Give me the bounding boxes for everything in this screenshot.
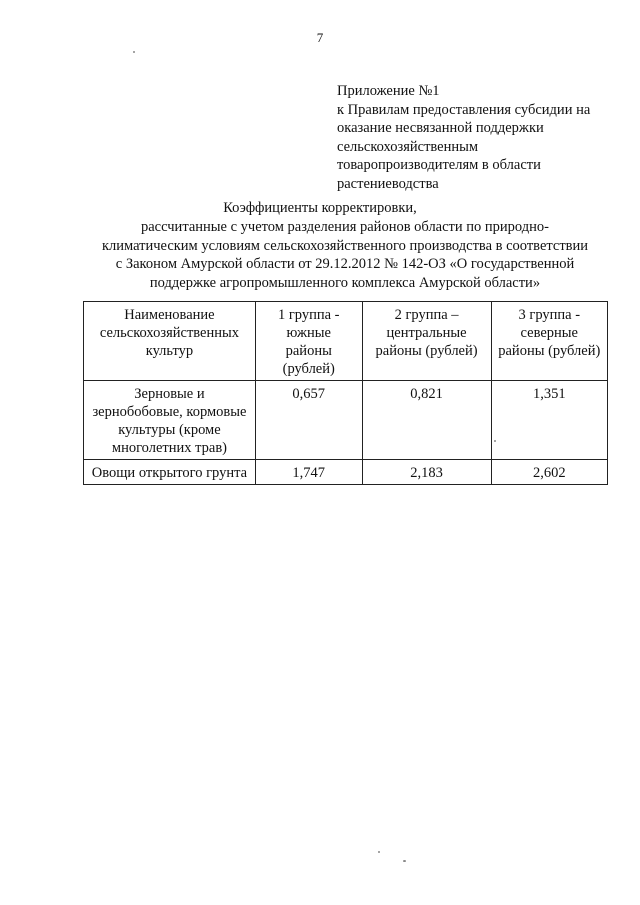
document-subtitle [80, 218, 610, 292]
cell-group-1-value: 1,747 [255, 460, 362, 485]
cell-group-2-value: 0,821 [362, 381, 491, 460]
header-group-1: 1 группа - южные районы (рублей) [255, 302, 362, 381]
header-group-3: 3 группа - северные районы (рублей) [491, 302, 607, 381]
coefficients-table [83, 301, 608, 485]
appendix-line: оказание несвязанной поддержки [337, 120, 544, 136]
appendix-header [337, 82, 627, 193]
cell-group-3-value: 2,602 [491, 460, 607, 485]
cell-crop-name: Овощи открытого грунта [84, 460, 256, 485]
header-group-2: 2 группа – центральные районы (рублей) [362, 302, 491, 381]
subtitle-line: рассчитанные с учетом разделения районов области по природно- [141, 219, 549, 235]
page-number: 7 [316, 30, 324, 45]
scan-speck [403, 860, 406, 862]
table-row [84, 381, 608, 460]
subtitle-line: с Законом Амурской области от 29.12.2012 № 142-ОЗ «О государственной [115, 256, 575, 272]
subtitle-line: поддержке агропромышленного комплекса Амурской области» [149, 274, 541, 291]
document-title: Коэффициенты корректировки, [223, 200, 417, 216]
subtitle-line: климатическим условиям сельскохозяйственного производства в соответствии [101, 237, 589, 254]
scan-speck [378, 851, 380, 853]
appendix-line: сельскохозяйственным [337, 138, 479, 155]
cell-group-3-value: 1,351 [491, 381, 607, 460]
table-row [84, 460, 608, 485]
cell-group-1-value: 0,657 [255, 381, 362, 460]
appendix-line: товаропроизводителям в области [337, 157, 541, 173]
appendix-line: к Правилам предоставления субсидии на [337, 101, 591, 118]
table-header-row [84, 302, 608, 381]
scan-speck [133, 51, 135, 53]
appendix-line: Приложение №1 [337, 83, 440, 99]
cell-group-2-value: 2,183 [362, 460, 491, 485]
appendix-line: растениеводства [337, 175, 439, 192]
scan-speck [494, 440, 496, 442]
header-crop-name: Наименование сельскохозяйственных культур [84, 302, 256, 381]
cell-crop-name: Зерновые и зернобобовые, кормовые культуры (кроме многолетних трав) [84, 381, 256, 460]
